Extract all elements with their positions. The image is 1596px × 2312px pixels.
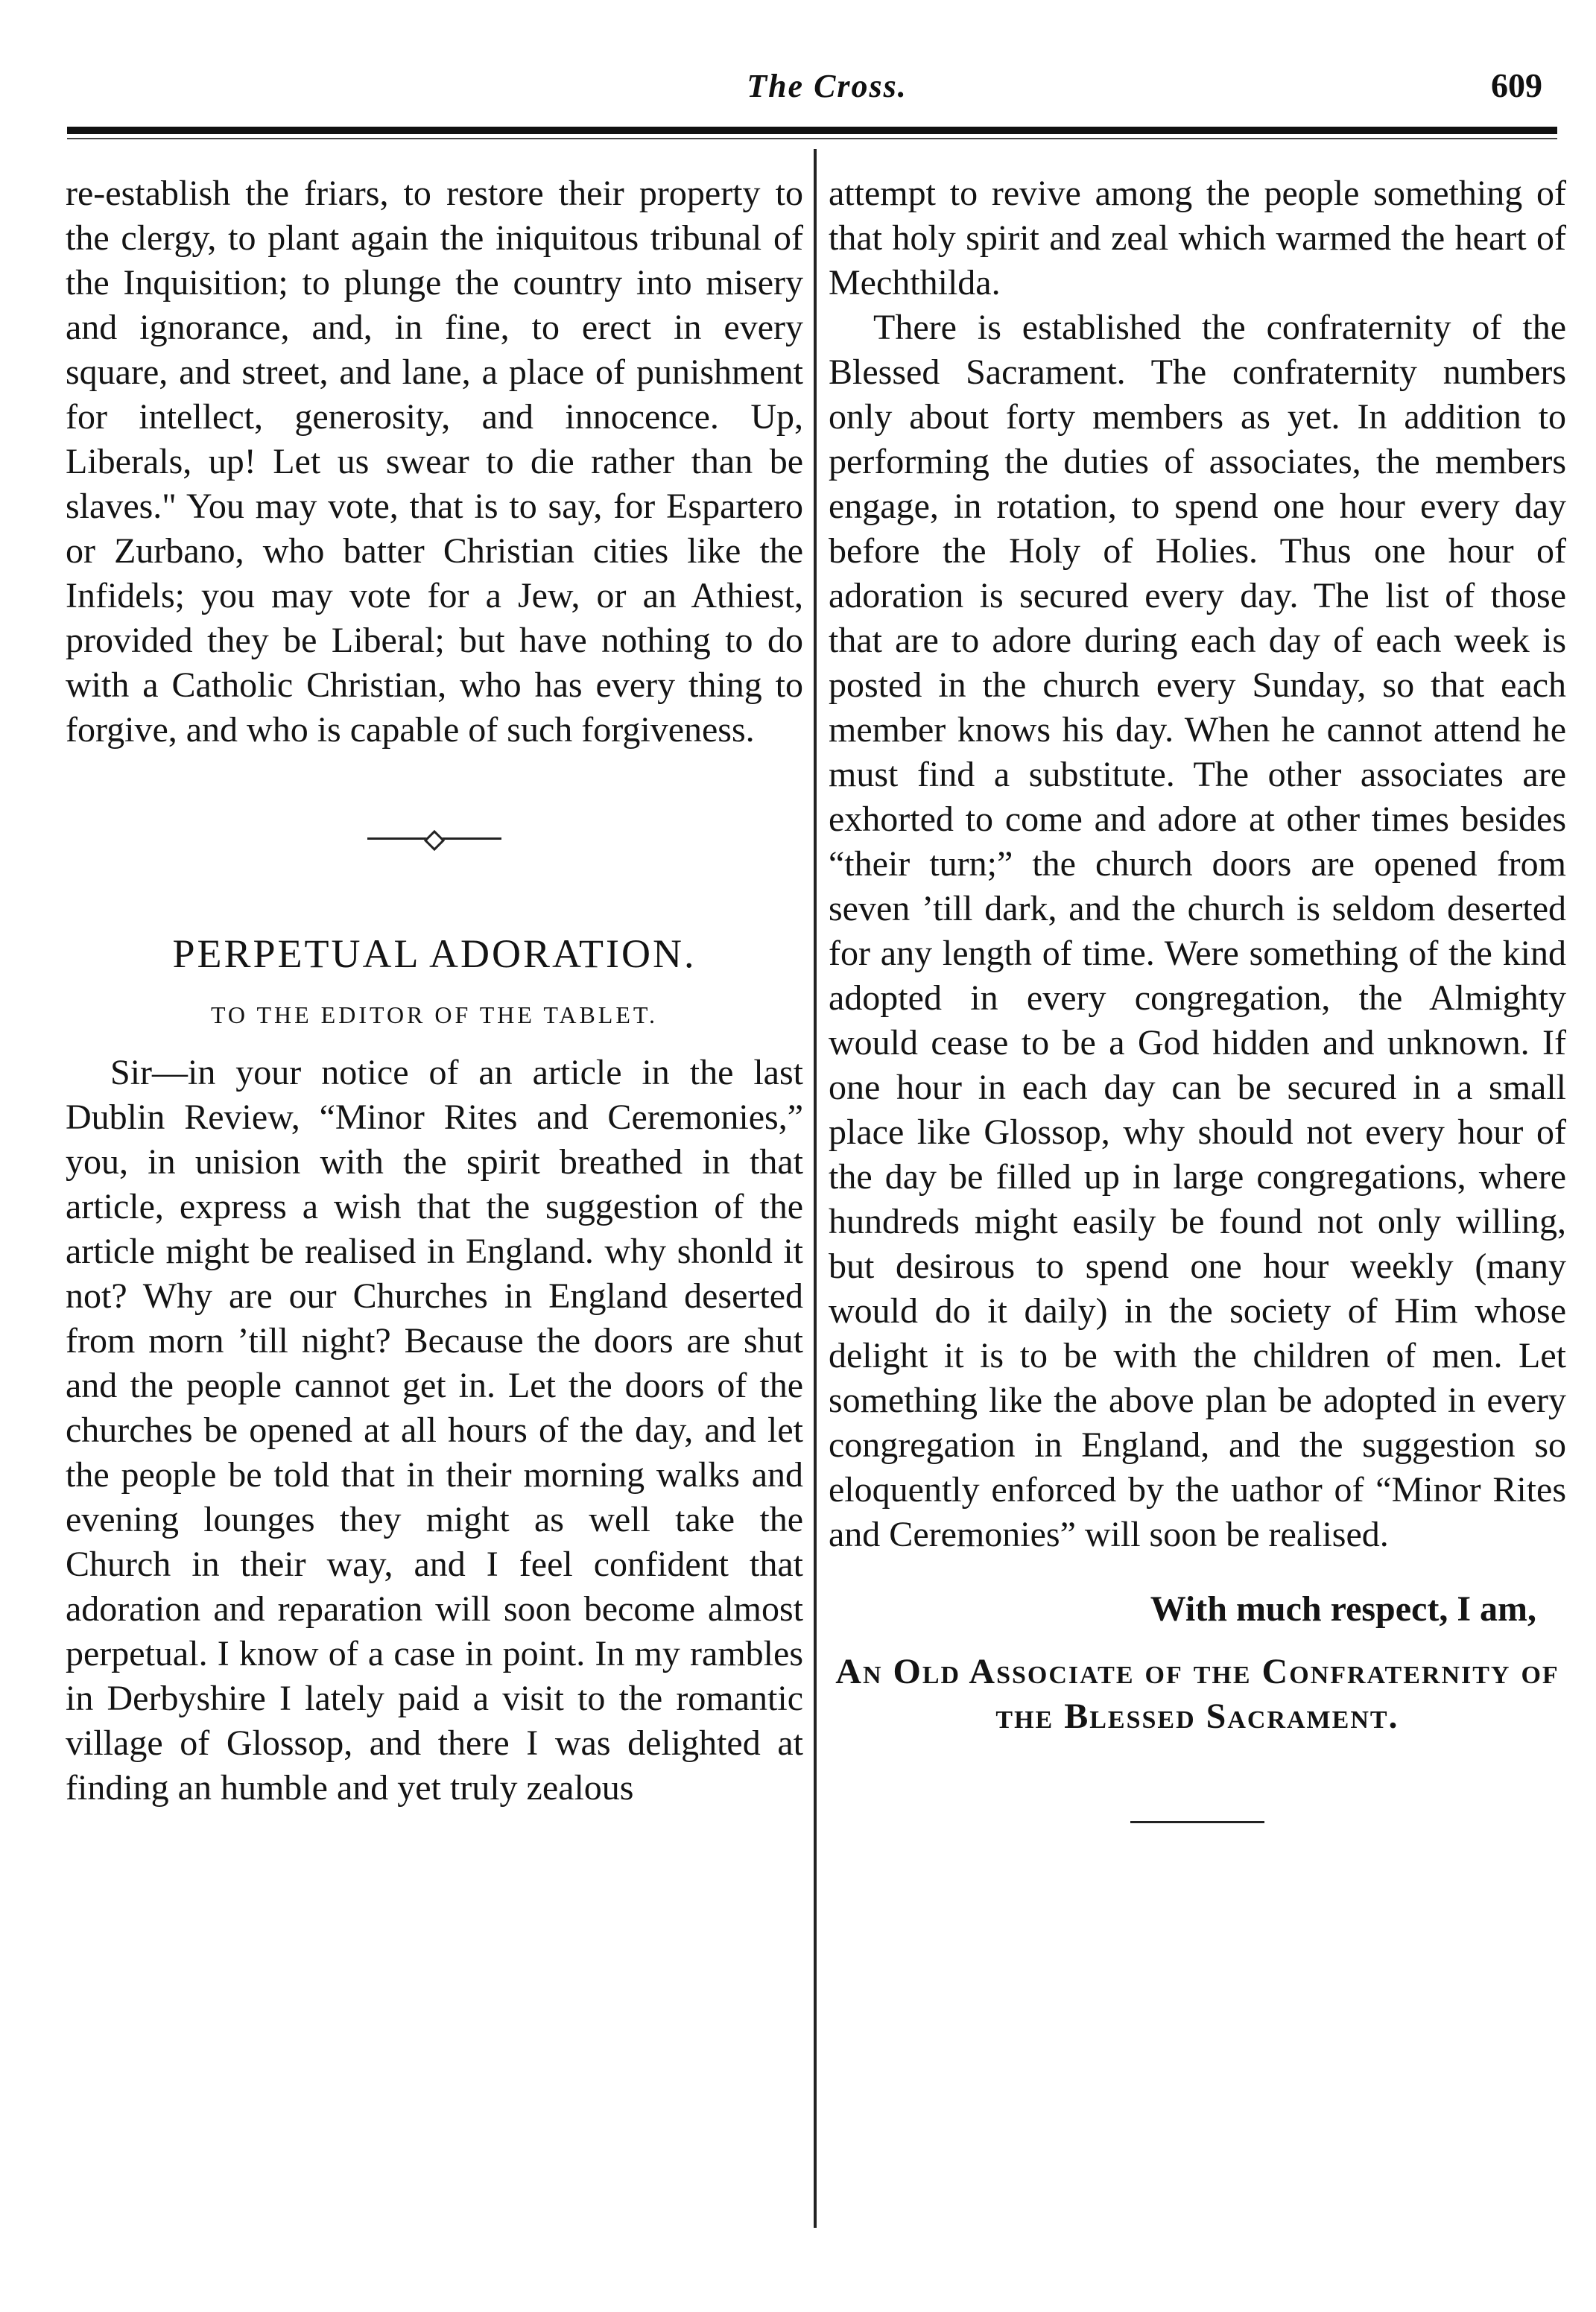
left-column xyxy=(66,171,803,1811)
ornament-diamond-icon xyxy=(424,830,445,851)
running-title: The Cross. xyxy=(747,68,908,104)
continued-paragraph-right: attempt to revive among the people something of that holy spirit and zeal which warmed the heart of Mechthilda. xyxy=(829,174,1566,303)
letter-closing: With much respect, I am, xyxy=(1150,1589,1536,1629)
header-rule xyxy=(67,127,1557,134)
column-divider xyxy=(814,149,817,2228)
header-rule-thin xyxy=(67,138,1557,139)
section-ornament xyxy=(367,836,501,840)
page-number: 609 xyxy=(1491,66,1542,104)
article-paragraph-right: There is established the confraternity of the Blessed Sacrament. The confraternity numbers only about forty members as yet. In addition to performing the duties of associates, the members engage, in rotation, to spend one hour every day before the Holy of Holies. Thus one hour of adoration is secured every day. The list of those that are to adore during each day of each week is posted in the church every Sunday, so that each member knows his day. When he cannot attend he must find a substitute. The other associates are exhorted to come and adore at other times besides “their turn;” the church doors are opened from seven ’till dark, and the church is seldom deserted for any length of time. Were something of the kind adopted in every congregation, the Almighty would cease to be a God hidden and unknown. If one hour in each day can be secured in a small place like Glossop, why should not every hour of the day be filled up in large congregations, where hundreds might easily be found not only willing, but desirous to spend one hour weekly (many would do it daily) in the society of Him whose delight it is to be with the children of men. Let something like the above plan be adopted in every congregation in England, and the suggestion so eloquently enforced by the uathor of “Minor Rites and Ceremonies” will soon be realised. xyxy=(829,308,1566,1554)
end-rule xyxy=(1130,1821,1264,1823)
article-heading: PERPETUAL ADORATION. xyxy=(172,931,697,976)
article-paragraph: Sir—in your notice of an article in the last Dublin Review, “Minor Rites and Ceremonies,” you, in unision with the spirit breathed in that article, express a wish that the suggestion of the article might be realised in England. why shonld it not? Why are our Churches in England deserted from morn ’till night? Because the doors are shut and the people cannot get in. Let the doors of the churches be opened at all hours of the day, and let the people be told that in their morning walks and evening lounges they might as well take the Church in their way, and I feel confident that adoration and reparation will soon become almost perpetual. I know of a case in point. In my rambles in Derbyshire I lately paid a visit to the romantic village of Glossop, and there I was delighted at finding an humble and yet truly zealous xyxy=(66,1053,803,1808)
article-subheading: TO THE EDITOR OF THE TABLET. xyxy=(210,1001,659,1028)
letter-signature: An Old Associate of the Confraternity of the Blessed Sacrament. xyxy=(835,1652,1559,1736)
right-column xyxy=(829,171,1566,1823)
continued-paragraph: re-establish the friars, to restore their property to the clergy, to plant again the iniquitous tribunal of the Inquisition; to plunge the country into misery and ignorance, and, in fine, to erect in every square, and street, and lane, a place of punishment for intellect, generosity, and innocence. Up, Liberals, up! Let us swear to die rather than be slaves." You may vote, that is to say, for Espartero or Zurbano, who batter Christian cities like the Infidels; you may vote for a Jew, or an Athiest, provided they be Liberal; but have nothing to do with a Catholic Christian, who has every thing to forgive, and who is capable of such forgiveness. xyxy=(66,174,803,750)
